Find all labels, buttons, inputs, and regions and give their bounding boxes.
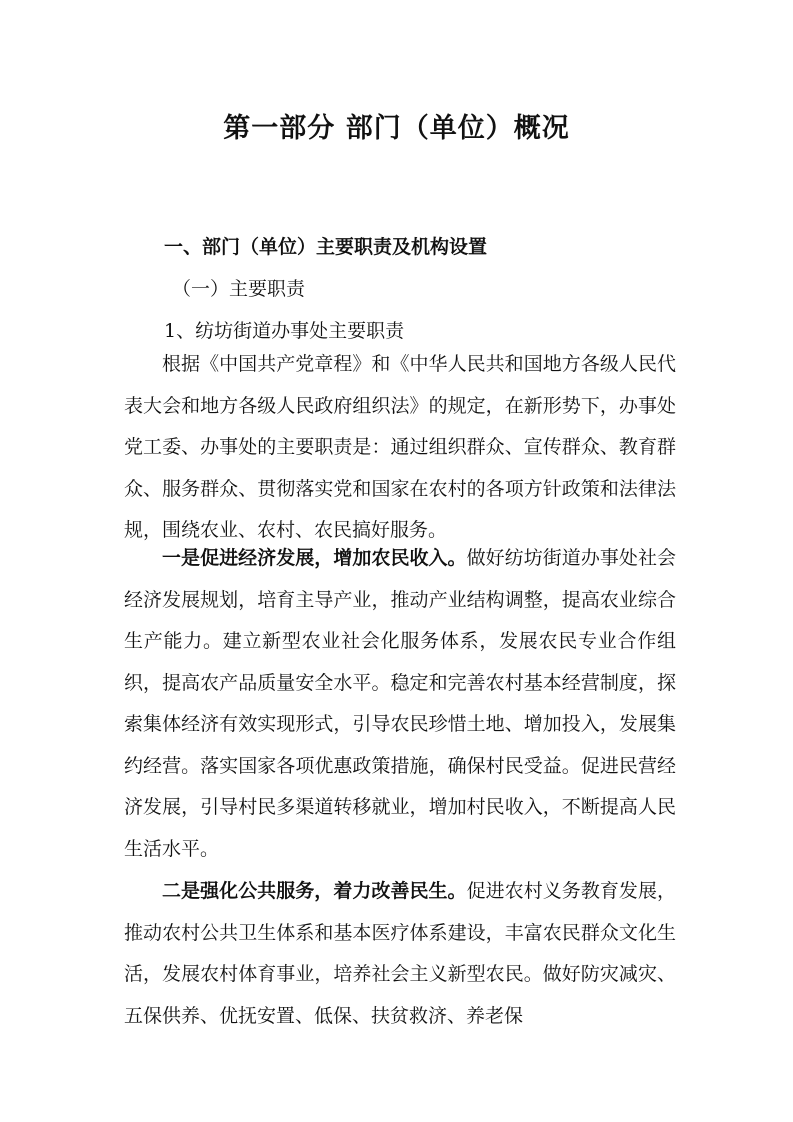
subsection-heading: （一）主要职责 [172, 278, 306, 300]
paragraph-text: 根据《中国共产党章程》和《中华人民共和国地方各级人民代表大会和地方各级人民政府组织法》的规定，在新形势下，办事处党工委、办事处的主要职责是：通过组织群众、宣传群众、教育群众、服务群众、贯彻落实党和国家在农村的各项方针政策和法律法规，围绕农业、农村、农民搞好服务。 [124, 353, 676, 541]
paragraph-public-service [124, 871, 676, 1037]
paragraph-text: 做好纺坊街道办事处社会经济发展规划，培育主导产业，推动产业结构调整，提高农业综合生产能力。建立新型农业社会化服务体系，发展农民专业合作组织，提高农产品质量安全水平。稳定和完善农村基本经营制度，探索集体经济有效实现形式，引导农民珍惜土地、增加投入，发展集约经营。落实国家各项优惠政策措施，确保村民受益。促进民营经济发展，引导村民多渠道转移就业，增加村民收入，不断提高人民生活水平。 [124, 547, 676, 860]
section-heading: 一、部门（单位）主要职责及机构设置 [164, 236, 488, 258]
paragraph-lead: 一是促进经济发展，增加农民收入。 [162, 547, 467, 569]
paragraph-text: 促进农村义务教育发展，推动农村公共卫生体系和基本医疗体系建设，丰富农民群众文化生活，发展农村体育事业，培养社会主义新型农民。做好防灾减灾、五保供养、优抚安置、低保、扶贫救济、养老保 [124, 880, 676, 1027]
page-title: 第一部分 部门（单位）概况 [223, 113, 570, 144]
item-heading: 1、纺坊街道办事处主要职责 [164, 320, 405, 342]
paragraph-duties-basis [124, 344, 676, 552]
paragraph-economic-development [124, 538, 676, 870]
paragraph-lead: 二是强化公共服务，着力改善民生。 [162, 880, 467, 902]
